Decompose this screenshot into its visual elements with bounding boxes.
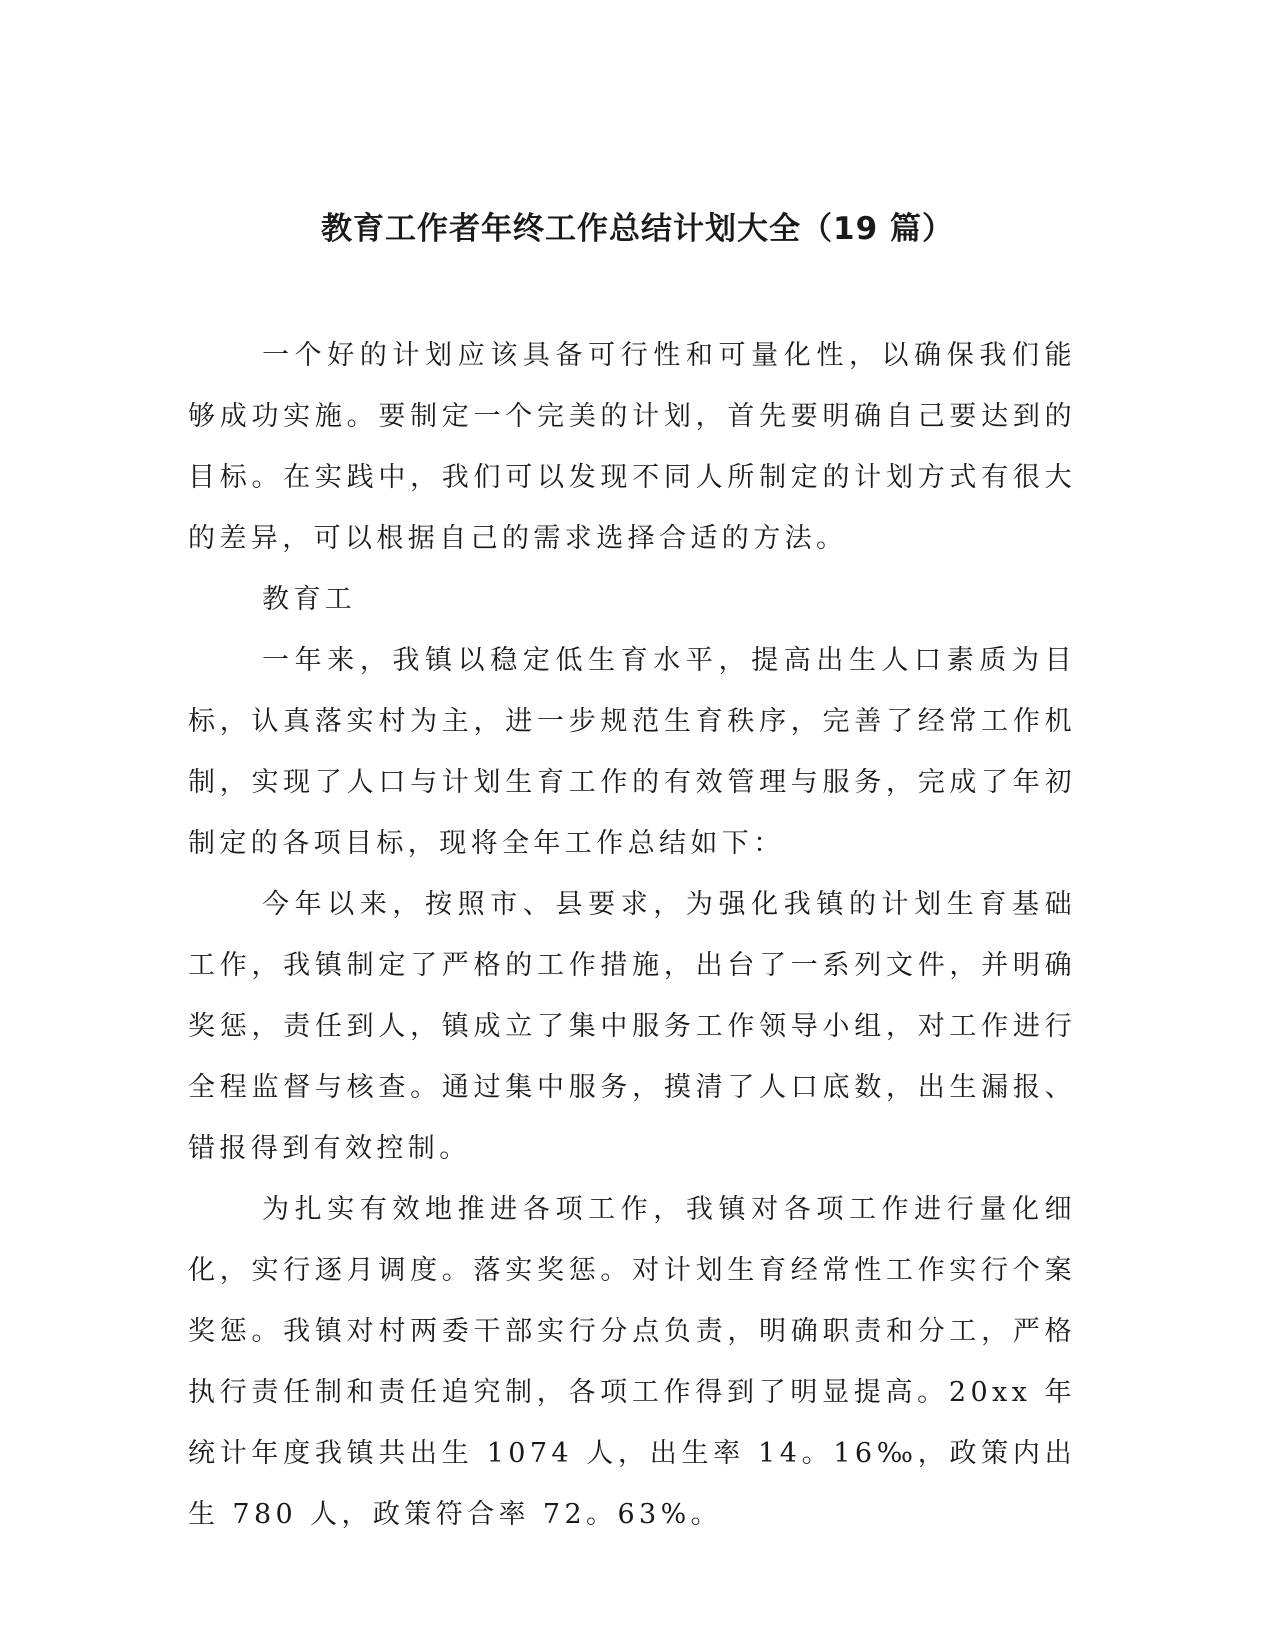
document-title: 教育工作者年终工作总结计划大全（19 篇） [321, 211, 954, 247]
paragraph-measures: 今年以来，按照市、县要求，为强化我镇的计划生育基础工作，我镇制定了严格的工作措施，出台了一系列文件，并明确奖惩，责任到人，镇成立了集中服务工作领导小组，对工作进行全程监督与核查。通过集中服务，摸清了人口底数，出生漏报、错报得到有效控制。 [188, 889, 1076, 1164]
paragraph-overview: 一年来，我镇以稳定低生育水平，提高出生人口素质为目标，认真落实村为主，进一步规范生育秩序，完善了经常工作机制，实现了人口与计划生育工作的有效管理与服务，完成了年初制定的各项目标，现将全年工作总结如下： [188, 645, 1076, 859]
paragraph-statistics: 为扎实有效地推进各项工作，我镇对各项工作进行量化细化，实行逐月调度。落实奖惩。对计划生育经常性工作实行个案奖惩。我镇对村两委干部实行分点负责，明确职责和分工，严格执行责任制和责任追究制，各项工作得到了明显提高。20xx 年统计年度我镇共出生 1074 人，出生率 14。16‰，政策内出生 780 人，政策符合率 72。63%。 [188, 1194, 1076, 1530]
document-body [188, 325, 1076, 1545]
paragraph-section-heading: 教育工 [262, 584, 357, 615]
paragraph-intro: 一个好的计划应该具备可行性和可量化性，以确保我们能够成功实施。要制定一个完美的计划，首先要明确自己要达到的目标。在实践中，我们可以发现不同人所制定的计划方式有很大的差异，可以根据自己的需求选择合适的方法。 [188, 340, 1076, 554]
